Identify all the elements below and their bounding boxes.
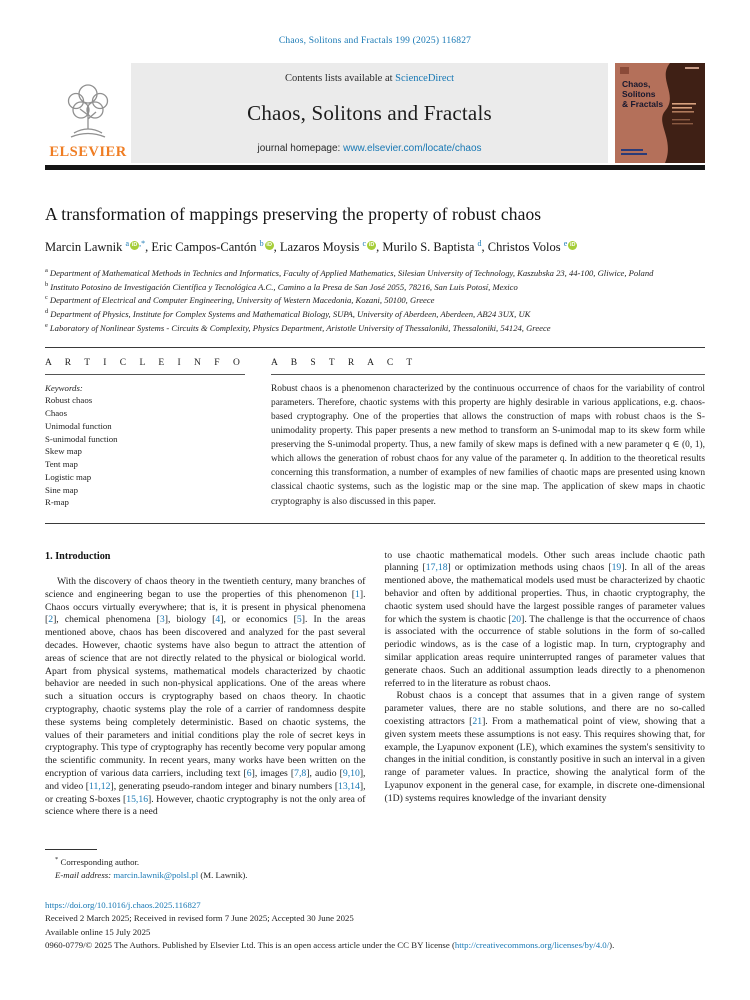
article-info-column (45, 348, 245, 519)
citation-ref[interactable]: 19 (611, 562, 622, 574)
rule (271, 374, 705, 375)
email-link[interactable]: marcin.lawnik@polsl.pl (113, 870, 199, 881)
copyright-text: 0960-0779/© 2025 The Authors. Published by Elsevier Ltd. This is an open access article under the CC BY license ( (45, 940, 455, 951)
author-list (45, 238, 705, 257)
footnote-rule (45, 849, 97, 850)
homepage-line (257, 143, 481, 154)
license-link[interactable]: http://creativecommons.org/licenses/by/4.0/ (454, 940, 610, 951)
orcid-icon[interactable]: iD (131, 242, 138, 248)
author[interactable]: Murilo S. Baptista $^d$, (382, 239, 488, 255)
contents-prefix: Contents lists available at (284, 73, 396, 84)
body-paragraph: to use chaotic mathematical models. Other such areas include chaotic path planning [17,18] or optimization methods using chaos [19]. In all of the areas mentioned above, the mathematical models used must be characterized by chaotic behavior and often by additional properties. Thus, in chaotic cryptography, the chaotic system used should have the largest possible ranges of parameter values for which the system is chaotic [20]. The challenge is that the occurrence of chaos is associated with the occurrence of stable solutions in the form of so-called periodic windows, as is the case of a logistic map. In turn, cryptography and similar application areas require uninterrupted ranges of parameter values that generate chaos. Such an additional assumption leads directly to a phenomenon referred to in the literature as robust chaos. (384, 549, 705, 689)
journal-cover-image (615, 63, 705, 163)
author[interactable]: Marcin Lawnik $^a$ iD ,*, (45, 239, 152, 255)
body-paragraph: Robust chaos is a concept that assumes that in a given range of system parameter values, there are no stable solutions, and there are no so-called coexisting attractors [21]. From a mathematical point of view, showing that a given system meets these assumptions is not easy. This requires showing that, for example, the Lyapunov exponent (LE), which examines the system's sensitivity to changes in the initial condition, is constantly positive in such an interval in a given range of parameter values. In practice, showing the analytical form of the Lyapunov exponent in the general case, for example, in discrete one-dimensional (1D) systems requires knowledge of the invariant density (384, 690, 705, 804)
orcid-icon[interactable]: iD (570, 242, 576, 248)
author[interactable]: Eric Campos-Cantón $^b$ iD , (151, 239, 280, 255)
header-divider-bar (45, 165, 705, 170)
citation-ref[interactable]: 9,10 (342, 768, 360, 780)
citation-ref[interactable]: 15,16 (126, 793, 149, 805)
abstract-text: Robust chaos is a phenomenon characterized by the continuous occurrence of chaos for the variability of control parameters. Therefore, chaotic systems with this property are highly desirable in various applications, e.g. chaos-based cryptography. One of the properties that allows the construction of maps with robust chaos is the S-unimodality property. This paper presents a new method to transform an S-unimodal map to its skew form while preserving the S-unimodal property. Thus, a new family of skew maps is defined with a new parameter q ∈ (0, 1), which allows the generation of robust chaos for any value of the parameter q. In addition to the theoretical results concerning this transformation, a number of examples of new families of chaotic maps are presented using known classical chaotic systems, such as the logistic map or the sine map. The application of skew maps in chaotic cryptography is also discussed in this paper. (271, 383, 705, 507)
keyword: R-map (45, 497, 69, 508)
email-line (45, 869, 705, 882)
available-online: Available online 15 July 2025 (45, 926, 151, 937)
keyword: Logistic map (45, 471, 92, 482)
contents-line (285, 73, 454, 84)
body-paragraph: With the discovery of chaos theory in the twentieth century, many branches of science and engineering began to use the properties of this phenomenon [1]. Chaos occurs virtually everywhere; that is, it is present in physical phenomena [2], chemical phenomena [3], biology [4], or economics [5]. In the areas mentioned above, chaos has been discovered and analyzed for the past several decades. However, chaotic systems have also begun to attract the attention of areas of science that are not directly related to the physical or biological world. Apart from physical systems, mathematical models characterized by chaotic behavior are needed in such non-physical applications. One of the areas where such a situation occurs is cryptography based on chaos theory. In chaotic cryptography, chaotic systems play the role of a carrier of randomness despite these systems being completely deterministic. Based on chaotic systems, the values of their parameters and initial conditions play the role of secret keys in cryptography. This type of cryptography has recently become very popular among the scientific community. In recent years, many works have been written on the encryption of various data carriers, including text [6], images [7,8], audio [9,10], and video [11,12], generating pseudo-random integer and binary numbers [13,14], or creating S-boxes [15,16]. However, chaotic cryptography is not the only area of science where there is a need (45, 576, 366, 818)
footer-block (45, 899, 705, 954)
journal-citation-link[interactable]: Chaos, Solitons and Fractals 199 (2025) 116827 (278, 36, 472, 46)
svg-text:Chaos,Solitons& Fractals: Chaos, Solitons & Fractals (622, 79, 664, 109)
copyright-suffix: ). (609, 940, 615, 951)
keyword: Robust chaos (45, 395, 93, 406)
section-heading-introduction: 1. Introduction (45, 550, 111, 562)
abstract-heading: A B S T R A C T (271, 357, 416, 368)
rule (45, 374, 245, 375)
elsevier-wordmark: ELSEVIER (49, 144, 127, 160)
affiliations (45, 266, 705, 335)
citation-ref[interactable]: 7,8 (294, 768, 307, 780)
article-info-heading: A R T I C L E I N F O (45, 357, 243, 368)
keyword: Chaos (45, 408, 67, 419)
citation-ref[interactable]: 21 (472, 716, 483, 727)
citation-ref[interactable]: 13,14 (338, 780, 360, 792)
journal-banner-center (131, 63, 608, 163)
affiliation: $^c$ Department of Electrical and Computer Engineering, University of Western Macedonia, Kozani, 50100, Greece (45, 294, 435, 306)
citation-ref[interactable]: 5 (296, 614, 302, 626)
affiliation: $^a$ Department of Mathematical Methods in Technics and Informatics, Faculty of Applied Mathematics, Silesian University of Technology, Kaszubska 23, 44-100, Gliwice, Poland (45, 266, 654, 278)
email-suffix: (M. Lawnik). (200, 870, 248, 881)
keyword: S-unimodal function (45, 433, 118, 444)
citation-ref[interactable]: 17,18 (425, 562, 448, 574)
abstract-column (271, 348, 705, 519)
orcid-icon[interactable]: iD (266, 242, 272, 248)
journal-title: Chaos, Solitons and Fractals (247, 101, 492, 125)
keywords-list (45, 382, 245, 510)
keywords-label: Keywords: (45, 382, 83, 393)
citation-ref[interactable]: 1 (355, 588, 360, 600)
affiliation: $^e$ Laboratory of Nonlinear Systems - Circuits & Complexity, Physics Department, Aristotle University of Thessaloniki, Thessaloniki, 54124, Greece (45, 321, 551, 333)
citation-ref[interactable]: 4 (215, 614, 221, 626)
email-label: E-mail address: (55, 870, 112, 881)
elsevier-logo[interactable] (45, 63, 131, 163)
keyword: Tent map (45, 459, 78, 470)
article-info-abstract-block (45, 347, 705, 524)
keyword: Sine map (45, 484, 78, 495)
sciencedirect-link[interactable]: ScienceDirect (395, 73, 455, 84)
citation-ref[interactable]: 11,12 (89, 780, 111, 792)
keyword: Unimodal function (45, 420, 112, 431)
body-column-right (385, 550, 706, 820)
citation-ref[interactable]: 2 (48, 614, 54, 626)
journal-cover-thumbnail[interactable] (615, 63, 705, 163)
footnote-block (45, 849, 705, 882)
citation-ref[interactable]: 6 (246, 768, 252, 780)
corresponding-author-note: * Corresponding author. (55, 856, 140, 868)
citation-ref[interactable]: 3 (159, 614, 165, 626)
citation-ref[interactable]: 20 (511, 613, 522, 625)
elsevier-tree-icon (59, 81, 117, 143)
body-column-left (45, 550, 366, 820)
keyword: Skew map (45, 446, 82, 457)
author[interactable]: Christos Volos $^e$ iD (487, 239, 576, 255)
copyright-line (45, 939, 705, 953)
article-title: A transformation of mappings preserving the property of robust chaos (45, 204, 542, 224)
article-body (45, 550, 705, 820)
orcid-icon[interactable]: iD (368, 242, 375, 248)
journal-homepage-link[interactable]: www.elsevier.com/locate/chaos (343, 143, 482, 154)
received-dates: Received 2 March 2025; Received in revised form 7 June 2025; Accepted 30 June 2025 (45, 913, 354, 924)
affiliation: $^b$ Instituto Potosino de Investigación Científica y Tecnológica A.C., Camino a la Presa de San José 2055, 78216, San Luis Potosí, Mexico (45, 280, 518, 292)
journal-header-banner (45, 63, 705, 163)
author[interactable]: Lazaros Moysis $^c$ iD , (279, 239, 383, 255)
doi-link[interactable]: https://doi.org/10.1016/j.chaos.2025.116827 (45, 899, 201, 910)
homepage-prefix: journal homepage: (257, 143, 344, 154)
affiliation: $^d$ Department of Physics, Institute for Complex Systems and Mathematical Biology, SUPA, University of Aberdeen, Aberdeen, AB24 3UX, UK (45, 308, 531, 320)
